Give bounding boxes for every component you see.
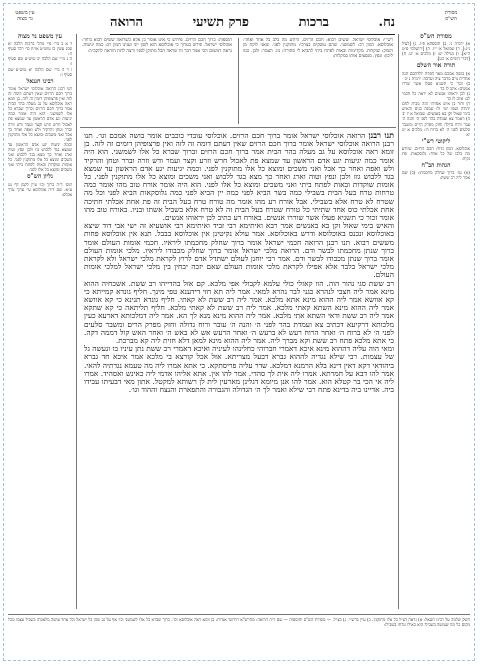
main-paragraph: ומאי הוה עליה דההוא מינא איכא דאמרי חברוהי כחלינהו לעיניה ואיכא דאמרי רב ששת נתן עיניו בו ונעשה גל של עצמות. רבי שילא נגדיה לההוא גברא דבעל מצריתא. אזל אכל קורצא בי מלכא אמר איכא חד גברא ביהודאי דקא דאין דינא בלא הרמנא דמלכא. שדר עליה פריסתקא. כי אתא אמרו ליה מה טעמא נגדתיה להאי. אמר להו דבא על חמרתא. אמרו ליה אית לך סהדי. אמר להו אין. אתא אליהו אדמי ליה כאינש ואסהיד. אמרו ליה אי הכי בר קטלא הוא. אמר להו אנן מיומא דגלינן מארעין לית לן רשותא למקטל. אתון מאי דבעיתו עבידו ביה. אדיינו ביה בדינא פתח רבי שילא ואמר לך ה׳ הגדולה והגבורה והתפארת והנצח וההוד וגו׳. xyxy=(84,344,394,395)
right-col-entry: א) ירמיה נ׳. ב) תוספתא פ״ז. ג) [לעיל נ״ג:]. ד) שמואל א׳ י״ז. ה) [ירושלמי פ״ט ה״א]. ו) מגילה יט: ז) מלכים א׳ יט. ח) [דברי הימים א׳ כט]. xyxy=(402,41,470,62)
rashi-top-block: רש"י: אוכלוסי ישראל. ששים רבוא: חכם הרזים. היודע מה בלב כל אחד ואחד: אוכלוסא. המון רב: לשמשני. שהם עוסקים בצרכי: מתוקנין לפני. שאני לוקח מן השוק: שוקדות. מקדימות ובאות לפתח ביתי להביא לי סחורה: גזז. הצמר: ולבן. כמו ליבון: ונפץ. מנפצים אותו במקלות: xyxy=(243,38,393,60)
left-corner-label: עין משפט נר מצוה xyxy=(15,10,35,22)
right-col-heading: הגהות הב"ח xyxy=(421,162,451,170)
left-col-entry: תנו רבנן הרואה אוכלוסי ישראל אומר ברוך חכם הרזים שאין דעתם דומה זה לזה ואין פרצופיהן דומין זה לזה. בן זומא ראה אוכלוסא על גב מעלה בהר הבית אמר ברוך חכם הרזים וברוך שברא כל אלו לשמשני. הוא היה אומר כמה יגיעות יגע אדם הראשון עד שמצא פת לאכול חרש וזרע וקצר ועמר ודש וזרה וברר וטחן והרקיד ולש ואפה ואחר כך אכל ואני משכים ומוצא כל אלו מתוקנין לפני. xyxy=(8,85,72,142)
footer-notes: חשק שלמה על רבינו חננאל: א) נראה דצ״ל כל אלו מתוקנין. ב) עיין ברש״י. ג) כצ״ל. — מסורת הש"ס ותוספות — שם ד״ה הרואה: מהרש"א חידושי אגדות: בן זומא ראה אוכלוסא וכו׳. ברוך שברא כל אלו לשמשני וכו׳ אף על גב שהן כל ישראל וכל אחד עושה מלאכתו בשביל עצמו מכל מקום כל מה שעושה בשבילו הוא כאילו טרחו בשבילו: xyxy=(8,617,470,627)
main-paragraph: והאיש בימי שאול זקן בא באנשים אמר רבא ואיתימא רבי זביד ואיתימא רבי אושעיא זה ישי אבי דוד שיצא באוכלוסא ונכנס באוכלוסא ודרש באוכלוסא. אמר עולא נקיטינן אין אוכלוסא בבבל. תנא אין אוכלוסא פחות מששים רבוא. תנו רבנן הרואה חכמי ישראל אומר ברוך שחלק מחכמתו ליראיו. חכמי אומות העולם אומר ברוך שנתן מחכמתו לבשר ודם. הרואה מלכי ישראל אומר ברוך שחלק מכבודו ליראיו. מלכי אומות העולם אומר ברוך שנתן מכבודו לבשר ודם. אמר רבי יוחנן לעולם ישתדל אדם לרוץ לקראת מלכי ישראל ולא לקראת מלכי ישראל בלבד אלא אפילו לקראת מלכי אומות העולם שאם יזכה יבחין בין מלכי ישראל למלכי אומות העולם. xyxy=(84,221,394,280)
center-top-divider xyxy=(238,38,239,124)
header-rule xyxy=(110,34,395,35)
left-col-entry: ה ג מיי׳ שם הלכה יב טוש״ע שם סעיף ו: xyxy=(8,56,72,67)
right-col-entry: א) בושה אמכם מאד חפרה יולדתכם הנה אחרית גוים מדבר ציה וערבה: ירמיה נ יב xyxy=(402,70,470,81)
main-paragraph: רב ששת סגי נהור הוה. הוו קאזלי כולי עלמא לקבולי אפי מלכא. קם אזל בהדייהו רב ששת. אשכחיה ההוא מינא אמר ליה חצבי לנהרא כגני לבר נהרא למאי. אמר ליה תא חזי דידענא טפי מינך. חליף גונדא קמייתא כי קא אוושא אמר ליה ההוא מינא אתא מלכא. אמר ליה רב ששת לא קאתי. חליף גונדא תנינא כי קא אוושא אמר ליה ההוא מינא השתא קאתי מלכא. אמר ליה רב ששת לא קאתי מלכא. חליף תליתאה כי קא שתקא אמר ליה רב ששת ודאי השתא אתי מלכא. אמר ליה ההוא מינא מנא לך הא. אמר ליה דמלכותא דארעא כעין מלכותא דרקיעא דכתיב צא ועמדת בהר לפני ה׳ והנה ה׳ עובר ורוח גדולה וחזק מפרק הרים ומשבר סלעים לפני ה׳ לא ברוח ה׳ ואחר הרוח רעש לא ברעש ה׳ ואחר הרעש אש לא באש ה׳ ואחר האש קול דממה דקה. כי אתא מלכא פתח רב ששת וקא מברך ליה. אמר ליה ההוא מינא למאן דלא חזית ליה קא מברכת. xyxy=(84,278,394,346)
left-divider xyxy=(76,34,77,609)
right-corner-label: מסורת הש"ס xyxy=(444,10,458,22)
page-header xyxy=(110,14,395,30)
right-col-entry: ד) ודוד בן איש אפרתי הזה מבית לחם יהודה ושמו ישי ולו שמנה בנים והאיש בימי שאול זקן בא באנשים: שמואל א יז יב xyxy=(402,101,470,117)
right-col-entry: ה) ויאמר צא ועמדת בהר לפני ה׳ והנה ה׳ עבר ורוח גדולה וחזק מפרק הרים ומשבר סלעים לפני ה׳ לא ברוח ה׳: מלכים א יט יא xyxy=(402,116,470,137)
left-col-heading: רבינו חננאל xyxy=(26,77,54,85)
center-top-rule xyxy=(80,127,396,128)
right-col-heading: מסורת הש"ס xyxy=(420,33,452,40)
left-col-entry: ו ד ה מיי׳ שם הלכה יא טוש״ע שם סעיף ז: xyxy=(8,66,72,77)
footer-rule xyxy=(8,614,470,615)
left-column xyxy=(8,32,72,616)
main-gemara-text xyxy=(84,131,394,601)
left-col-heading: גליון הש"ס xyxy=(27,173,53,181)
tosafot-top-block: תוספות: ברוך חכם הרזים. פירוש כי אינו אומר כן אלא כשרואה ששים רבוא ביחד: אוכלוסי ישראל. פירש בערוך כי אוכלוסא הוא לשון יוני וענינו המון רב: כמה יגיעות. נראה דמשום הכי אמר דבר זה שראה הכל מתוקן לפניו ורצה לתת הודאה להקב״ה: xyxy=(82,38,232,54)
main-paragraph: הרואה אוכלוסי ישראל אומר ברוך חכם הרזים. אוכלוסי עובדי כוכבים אומר בושה אמכם וגו׳. תנו רבנן הרואה אוכלוסי ישראל אומר ברוך חכם הרזים שאין דעתם דומה זה לזה ואין פרצופיהן דומים זה לזה. בן זומא ראה אוכלוסא על גב מעלה בהר הבית אמר ברוך חכם הרזים וברוך שברא כל אלו לשמשני. הוא היה אומר כמה יגיעות יגע אדם הראשון עד שמצא פת לאכול חרש וזרע וקצר ועמר ודש וזרה וברר וטחן והרקיד ולש ואפה ואחר כך אכל ואני משכים ומוצא כל אלו מתוקנין לפני. וכמה יגיעות יגע אדם הראשון עד שמצא בגד ללבוש גזז ולבן ונפץ וטוה וארג ואחר כך מצא בגד ללבוש ואני משכים ומוצא כל אלו מתוקנין לפני. כל אומות שוקדות ובאות לפתח ביתי ואני משכים ומוצא כל אלו לפני. הוא היה אומר אורח טוב מהו אומר כמה טרחות טרח בעל הבית בשבילי כמה בשר הביא לפני כמה יין הביא לפני כמה גלוסקאות הביא לפני וכל מה שטרח לא טרח אלא בשבילי. אבל אורח רע מהו אומר מה טורח טרח בעל הבית זה פת אחת אכלתי חתיכה אחת אכלתי כוס אחד שתיתי כל טורח שטרח בעל הבית זה לא טרח אלא בשביל אשתו ובניו. באורח טוב מהו אומר זכור כי תשגיא פעלו אשר שוררו אנשים. באורח רע כתיב לכן יראוהו אנשים. xyxy=(84,131,394,223)
right-col-heading: ליקוטי רש"י xyxy=(421,137,451,145)
header-tractate: ברכות xyxy=(298,15,329,30)
right-divider xyxy=(398,34,399,609)
main-lead-word: תנו רבנן xyxy=(368,131,394,140)
left-col-entry: ד א ב מיי׳ פ״י מהל׳ ברכות הלכה יא סמג עשין כז טוש״ע או״ח סי׳ רכד סעיף ה: xyxy=(8,41,72,57)
right-col-entry: אוכלוסא. המון גדול: חכם הרזים. שיודע מה בלבו של כל אחד: גלוסקאות. פת נקיה: xyxy=(402,145,470,162)
header-page: נח. xyxy=(378,15,395,30)
header-section: הרואה xyxy=(110,15,144,30)
header-chapter: פרק תשיעי xyxy=(192,15,249,30)
left-col-heading: עין משפט נר מצוה xyxy=(17,33,63,40)
left-col-entry: תוס׳ ד״ה ברוך וכו׳ עיין לקמן דף נט ע״א. שם ד״ה אוכלוסא עי׳ ערוך ערך אכלס: xyxy=(8,181,72,197)
right-col-heading: תורה אור השלם xyxy=(416,62,456,70)
right-col-entry: ג) לכן יראוהו אנשים לא יראה כל חכמי לב: איוב לז כד xyxy=(402,90,470,102)
left-col-entry: וכמה יגיעות יגע אדם הראשון עד שמצא בגד ללבוש גזז ולבן ונפץ וטוה וארג ואחר כך מצא בגד ללבוש ואני משכים ומוצא כל אלו מתוקנין לפני. כל אומות שוקדות ובאות לפתח ביתי ואני משכים ומוצא כל אלו לפני. xyxy=(8,141,72,173)
right-col-entry: (א) גמ׳ ברוך שחלק מחכמתו: (ב) שם אמר ליה רב ששת: xyxy=(402,170,470,181)
right-col-entry: ב) זכור כי תשגיא פעלו אשר שררו אנשים: איוב לו כד xyxy=(402,80,470,91)
right-column xyxy=(402,32,470,616)
